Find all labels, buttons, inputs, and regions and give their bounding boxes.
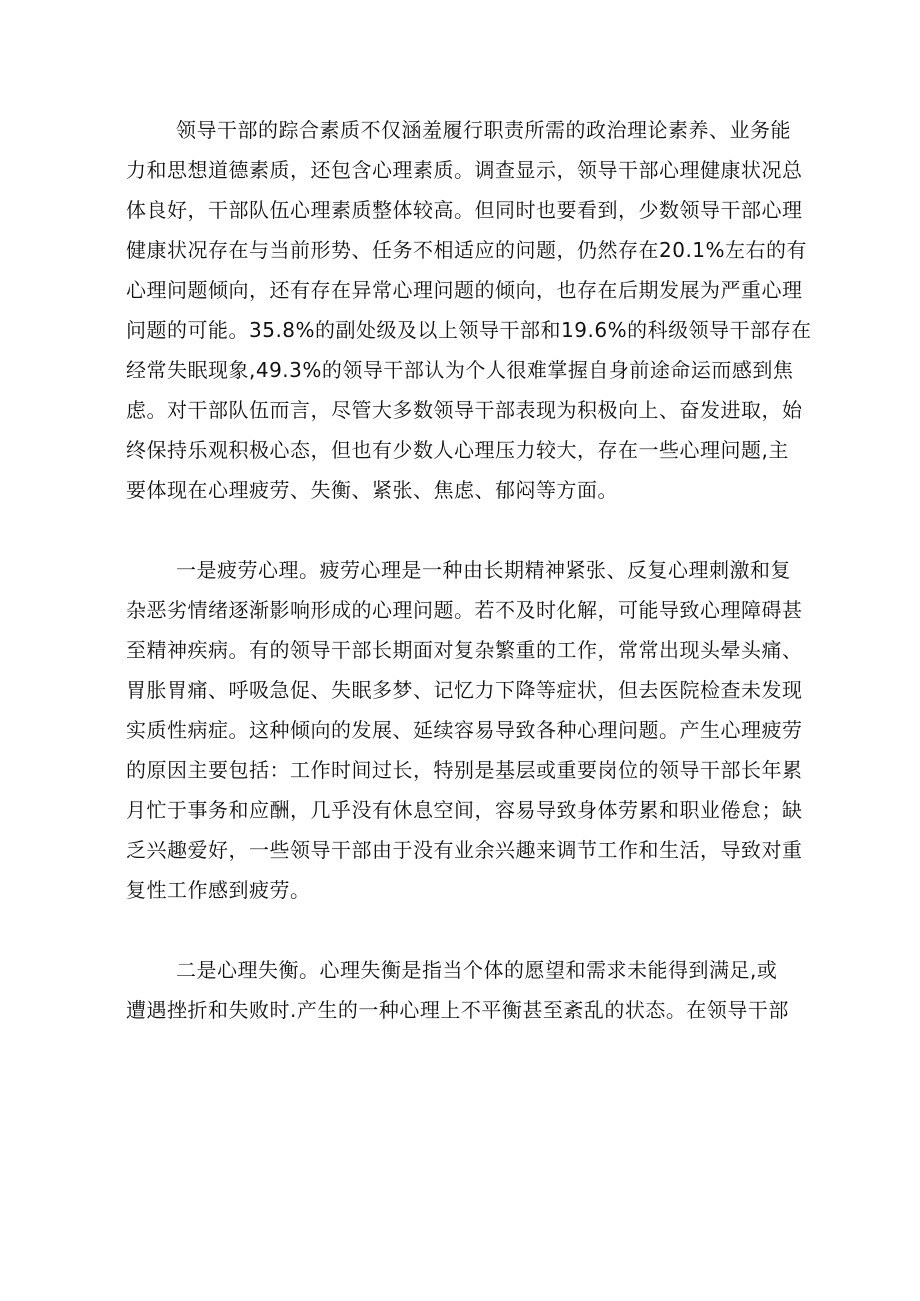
paragraph-line: 胃胀胃痛、呼吸急促、失眠多梦、记忆力下降等症状，但去医院检查未发现 bbox=[126, 678, 803, 702]
document-body bbox=[126, 110, 812, 1070]
paragraph-line: 实质性病症。这种倾向的发展、延续容易导致各种心理问题。产生心理疲劳 bbox=[126, 718, 803, 742]
paragraph-line: 杂恶劣情绪逐渐影响形成的心理问题。若不及时化解，可能导致心理障碍甚 bbox=[126, 598, 803, 622]
paragraph-line: 月忙于事务和应酬，几乎没有休息空间，容易导致身体劳累和职业倦怠；缺 bbox=[126, 798, 803, 822]
paragraph-line: 力和思想道德素质，还包含心理素质。调查显示，领导干部心理健康状况总 bbox=[126, 158, 803, 182]
paragraph-line: 问题的可能。35.8%的副处级及以上领导干部和19.6%的科级领导干部存在 bbox=[126, 318, 812, 342]
paragraph-line: 体良好，干部队伍心理素质整体较高。但同时也要看到，少数领导干部心理 bbox=[126, 198, 803, 222]
paragraph-line: 遭遇挫折和失败时.产生的一种心理上不平衡甚至紊乱的状态。在领导干部 bbox=[126, 998, 789, 1022]
paragraph-line: 心理问题倾向，还有存在异常心理问题的倾向，也存在后期发展为严重心理 bbox=[126, 278, 803, 302]
paragraph-overview bbox=[126, 110, 812, 510]
paragraph-line: 要体现在心理疲劳、失衡、紧张、焦虑、郁闷等方面。 bbox=[126, 478, 618, 502]
paragraph-line: 至精神疾病。有的领导干部长期面对复杂繁重的工作，常常出现头晕头痛、 bbox=[126, 638, 803, 662]
paragraph-line: 领导干部的踪合素质不仅涵羞履行职责所需的政治理论素养、业务能 bbox=[176, 118, 791, 142]
paragraph-line: 健康状况存在与当前形势、任务不相适应的问题，仍然存在20.1%左右的有 bbox=[126, 238, 808, 262]
paragraph-fatigue bbox=[126, 550, 803, 910]
paragraph-imbalance bbox=[126, 950, 798, 1030]
paragraph-line: 虑。对干部队伍而言，尽管大多数领导干部表现为积极向上、奋发进取，始 bbox=[126, 398, 803, 422]
paragraph-line: 终保持乐观积极心态，但也有少数人心理压力较大，存在一些心理问题,主 bbox=[126, 438, 789, 462]
paragraph-line: 二是心理失衡。心理失衡是指当个体的愿望和需求未能得到满足,或 bbox=[176, 958, 778, 982]
paragraph-line: 一是疲劳心理。疲劳心理是一种由长期精神紧张、反复心理刺激和复 bbox=[176, 558, 791, 582]
paragraph-line: 乏兴趣爱好，一些领导干部由于没有业余兴趣来调节工作和生活，导致对重 bbox=[126, 838, 803, 862]
paragraph-line: 的原因主要包括：工作时间过长，特别是基层或重要岗位的领导干部长年累 bbox=[126, 758, 803, 782]
paragraph-line: 复性工作感到疲劳。 bbox=[126, 878, 311, 902]
paragraph-line: 经常失眠现象,49.3%的领导干部认为个人很难掌握自身前途命运而感到焦 bbox=[126, 358, 794, 382]
